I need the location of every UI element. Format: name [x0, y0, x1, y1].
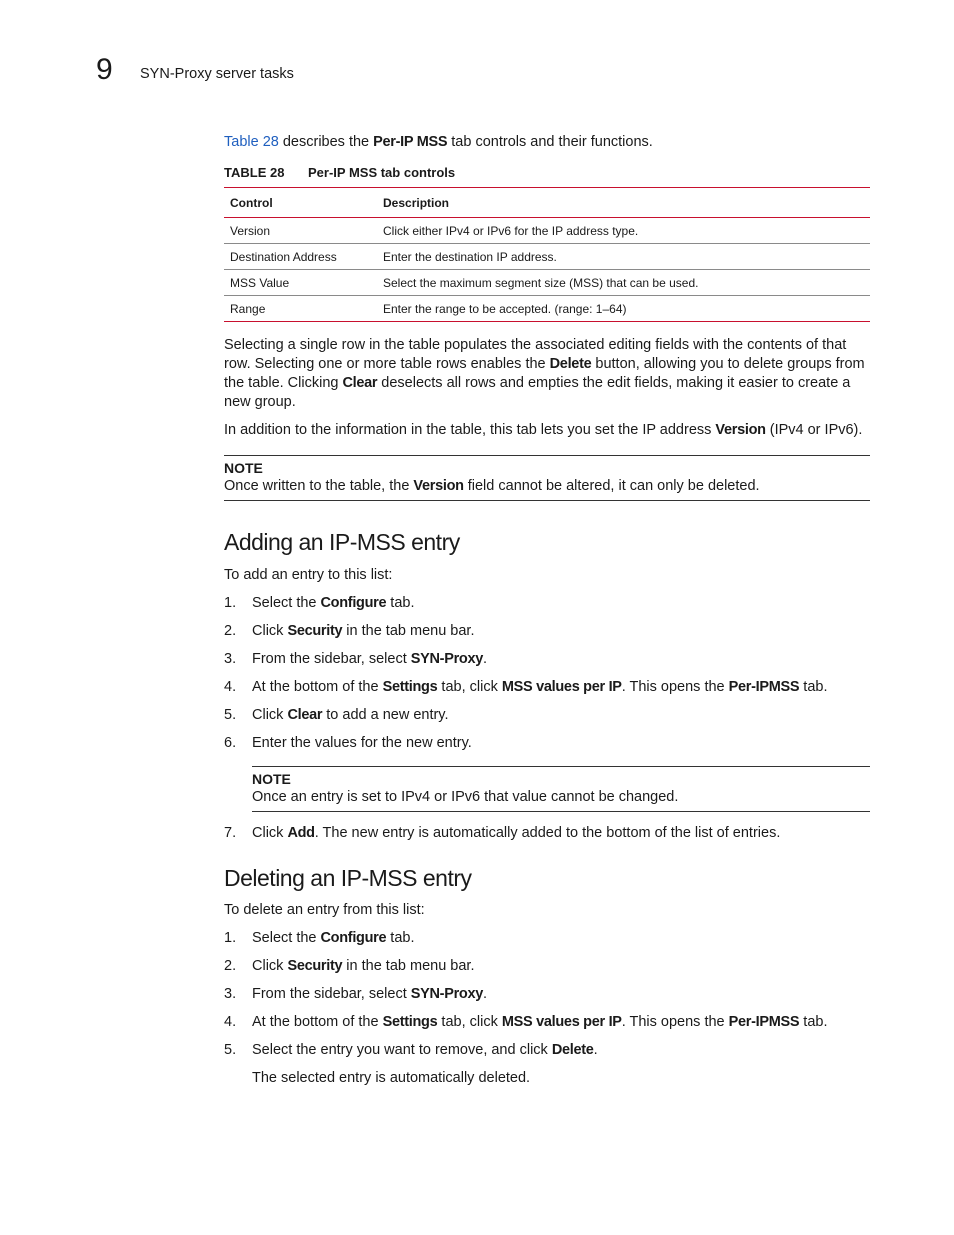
table-row [224, 218, 870, 244]
table-caption-title: Per-IP MSS tab controls [308, 165, 456, 180]
list-item: 1. Select the Configure tab. [224, 930, 415, 946]
table-cell-description: Enter the range to be accepted. (range: 1–64) [377, 296, 870, 322]
list-item: 6. Enter the values for the new entry. [224, 735, 472, 751]
section-heading-delete: Deleting an IP-MSS entry [224, 865, 472, 891]
delete-result: The selected entry is automatically deleted. [252, 1070, 531, 1086]
list-item: 4. At the bottom of the Settings tab, click MSS values per IP. This opens the Per-IPMSS tab. [224, 1014, 828, 1030]
list-item: 2. Click Security in the tab menu bar. [224, 958, 475, 974]
version-paragraph: In addition to the information in the table, this tab lets you set the IP address Version (IPv4 or IPv6). [224, 422, 863, 438]
list-item: 3. From the sidebar, select SYN-Proxy. [224, 651, 488, 667]
table-row [224, 270, 870, 296]
note-box [224, 455, 870, 501]
table-28-link[interactable]: Table 28 [224, 134, 279, 150]
table-row [224, 244, 870, 270]
list-item: 5. Select the entry you want to remove, and click Delete. [224, 1042, 598, 1058]
note-text: Once an entry is set to IPv4 or IPv6 that value cannot be changed. [252, 789, 679, 805]
column-header-control: Control [224, 188, 377, 218]
table-row [224, 296, 870, 322]
note-text: Once written to the table, the Version field cannot be altered, it can only be deleted. [224, 478, 760, 494]
per-ip-mss-table [224, 187, 870, 322]
table-cell-description: Enter the destination IP address. [377, 244, 870, 270]
list-item: 2. Click Security in the tab menu bar. [224, 623, 475, 639]
list-item: 4. At the bottom of the Settings tab, click MSS values per IP. This opens the Per-IPMSS tab. [224, 679, 828, 695]
delete-steps-list [224, 929, 870, 1060]
add-steps-list [224, 594, 870, 753]
table-caption [224, 165, 870, 181]
table-cell-control: Version [224, 218, 377, 244]
list-item: 3. From the sidebar, select SYN-Proxy. [224, 986, 488, 1002]
selection-paragraph: Selecting a single row in the table populates the associated editing fields with the contents of that row. Selecting one or more table rows enables the Delete button, allowing you to delete groups from the table. Clicking Clear deselects all rows and empties the edit fields, making it easier to create a new group. [224, 337, 865, 410]
table-cell-control: MSS Value [224, 270, 377, 296]
note-label: NOTE [224, 460, 263, 476]
note-label: NOTE [252, 771, 291, 787]
table-cell-control: Destination Address [224, 244, 377, 270]
list-item: 1. Select the Configure tab. [224, 595, 415, 611]
running-head: SYN-Proxy server tasks [140, 66, 294, 82]
note-box [252, 766, 870, 812]
delete-intro: To delete an entry from this list: [224, 902, 425, 918]
page-content [224, 133, 870, 1088]
table-cell-control: Range [224, 296, 377, 322]
section-heading-add: Adding an IP-MSS entry [224, 529, 460, 555]
add-intro: To add an entry to this list: [224, 567, 393, 583]
list-item: 5. Click Clear to add a new entry. [224, 707, 449, 723]
list-item: 7. Click Add. The new entry is automatically added to the bottom of the list of entries. [224, 825, 781, 841]
chapter-number: 9 [96, 53, 113, 86]
table-intro: Table 28 describes the Per-IP MSS tab controls and their functions. [224, 134, 653, 150]
table-caption-label: TABLE 28 [224, 165, 285, 180]
table-cell-description: Select the maximum segment size (MSS) that can be used. [377, 270, 870, 296]
add-steps-list-continued [224, 824, 870, 843]
table-header-row [224, 188, 870, 218]
column-header-description: Description [377, 188, 870, 218]
table-cell-description: Click either IPv4 or IPv6 for the IP address type. [377, 218, 870, 244]
